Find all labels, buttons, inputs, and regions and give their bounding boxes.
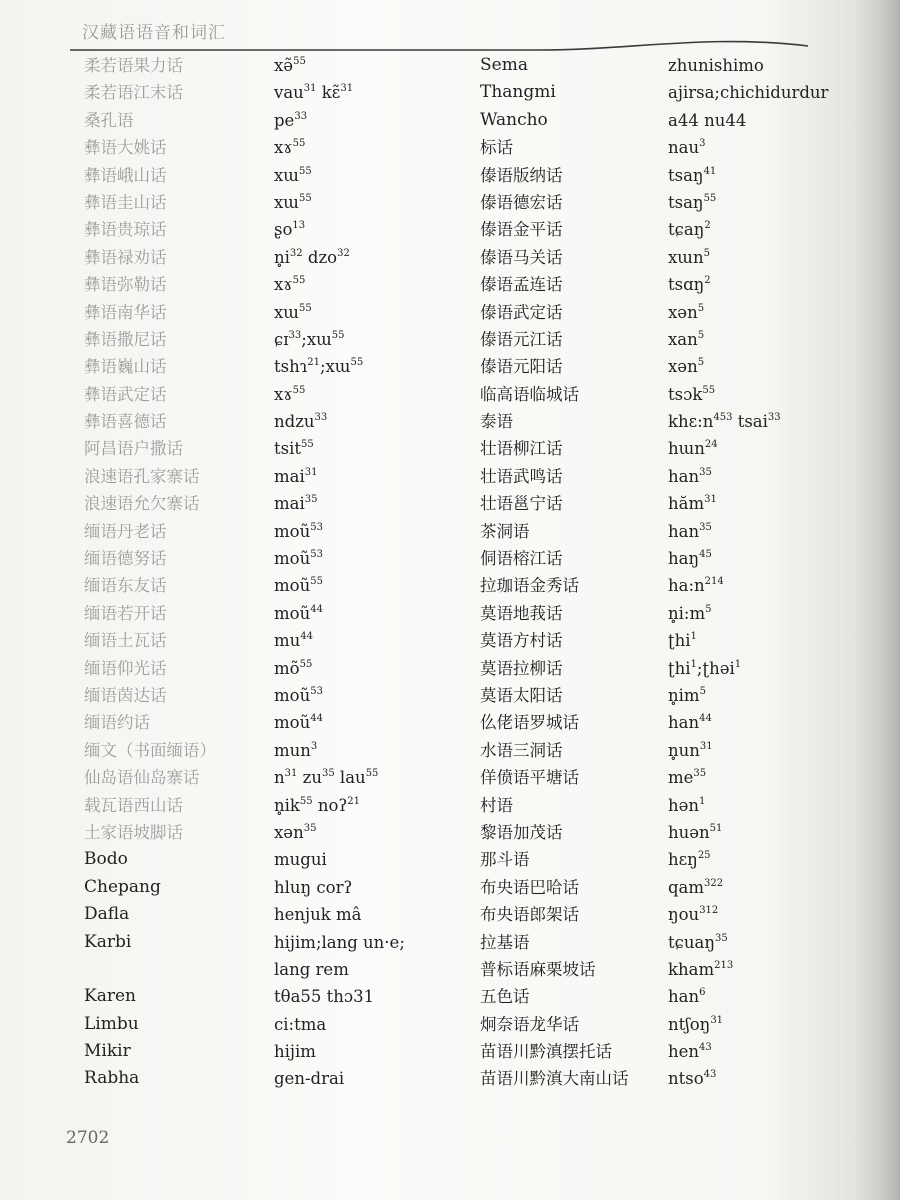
phonetic-form: qam$^{322}$	[668, 877, 724, 897]
entry-row	[480, 709, 860, 736]
entry-row	[480, 627, 860, 654]
language-name: 布央语巴哈话	[480, 877, 579, 897]
phonetic-form: moũ$^{53}$	[274, 521, 323, 541]
entry-row	[84, 189, 464, 216]
phonetic-form: $n̥ik^{55}$ noʔ$^{21}$	[274, 795, 361, 815]
left-column	[84, 52, 464, 1093]
language-name: 五色话	[480, 987, 530, 1007]
phonetic-form: nau$^3$	[668, 138, 706, 158]
language-name: 载瓦语西山话	[84, 795, 183, 815]
entry-row	[84, 353, 464, 380]
entry-row	[84, 408, 464, 435]
entry-row	[480, 819, 860, 846]
language-name: 柔若语江末话	[84, 83, 183, 103]
phonetic-form: $n̥un^{31}$	[668, 740, 713, 760]
entry-row	[480, 792, 860, 819]
entry-row	[84, 271, 464, 298]
phonetic-form: ʈhi$^1$	[668, 631, 697, 651]
entry-row	[84, 1011, 464, 1038]
phonetic-form: xɤ$^{55}$	[274, 138, 306, 158]
entry-row	[84, 134, 464, 161]
phonetic-form: $khɛ:n^{453}$ tsai$^{33}$	[668, 412, 781, 432]
phonetic-form: hijim	[274, 1042, 316, 1062]
phonetic-form: mun$^3$	[274, 740, 318, 760]
entry-row	[480, 682, 860, 709]
entry-row	[84, 792, 464, 819]
language-name: 缅语丹老话	[84, 521, 167, 541]
language-name: 傣语元江话	[480, 329, 563, 349]
phonetic-form: hɛŋ$^{25}$	[668, 850, 711, 870]
entry-row	[480, 929, 860, 956]
entry-row	[84, 79, 464, 106]
language-name: 壮语柳江话	[480, 439, 563, 459]
language-name: 彝语圭山话	[84, 192, 167, 212]
language-name: Karen	[84, 986, 136, 1007]
entry-row	[480, 189, 860, 216]
language-name: Mikir	[84, 1041, 131, 1062]
language-name: 仙岛语仙岛寨话	[84, 768, 200, 788]
language-name: 莫语太阳话	[480, 685, 563, 705]
entry-row	[84, 1038, 464, 1065]
phonetic-form: hijim;lang un·e;	[274, 932, 405, 952]
language-name: 彝语大姚话	[84, 138, 167, 158]
phonetic-form: ŋou$^{312}$	[668, 905, 719, 925]
phonetic-form: xɤ$^{55}$	[274, 275, 306, 295]
entry-row	[480, 1065, 860, 1092]
entry-row	[480, 326, 860, 353]
entry-row	[480, 956, 860, 983]
running-head: 汉藏语语音和词汇	[82, 23, 226, 43]
phonetic-form: tsaŋ$^{41}$	[668, 165, 717, 185]
entry-row	[84, 682, 464, 709]
phonetic-form: ʈhi$^1$;ʈhəi$^1$	[668, 658, 742, 678]
language-name: Karbi	[84, 931, 132, 952]
phonetic-form: moũ$^{53}$	[274, 685, 323, 705]
language-name: 阿昌语户撒话	[84, 439, 183, 459]
language-name: 缅语茵达话	[84, 685, 167, 705]
language-name: 彝语禄劝话	[84, 247, 167, 267]
phonetic-form: moũ$^{44}$	[274, 603, 323, 623]
language-name: Dafla	[84, 904, 130, 925]
phonetic-form: hən$^1$	[668, 795, 706, 815]
phonetic-form: tɕuaŋ$^{35}$	[668, 932, 728, 952]
language-name: 壮语武鸣话	[480, 466, 563, 486]
phonetic-form: hen$^{43}$	[668, 1042, 712, 1062]
language-name: 苗语川黔滇大南山话	[480, 1069, 629, 1089]
entry-row	[480, 983, 860, 1010]
language-name: 水语三洞话	[480, 740, 563, 760]
entry-row	[480, 463, 860, 490]
entry-row	[480, 216, 860, 243]
entry-row	[84, 983, 464, 1010]
phonetic-form: xan$^5$	[668, 329, 705, 349]
phonetic-form: tɕaŋ$^2$	[668, 220, 711, 240]
entry-row	[84, 764, 464, 791]
language-name: 泰语	[480, 412, 513, 432]
phonetic-form: xɯn$^5$	[668, 247, 710, 267]
entry-row	[480, 435, 860, 462]
language-name: 普标语麻栗坡话	[480, 959, 596, 979]
language-name: 彝语峨山话	[84, 165, 167, 185]
entry-row	[84, 1065, 464, 1092]
phonetic-form: xɯ$^{55}$	[274, 165, 312, 185]
entry-row	[84, 299, 464, 326]
language-name: 缅文（书面缅语）	[84, 740, 216, 760]
entry-row	[480, 244, 860, 271]
language-name: 彝语贵琼话	[84, 220, 167, 240]
phonetic-form: a44 nu44	[668, 110, 747, 130]
language-name: 傣语武定话	[480, 302, 563, 322]
phonetic-form: xɯ$^{55}$	[274, 302, 312, 322]
entry-row	[480, 381, 860, 408]
language-name: 缅语东友话	[84, 576, 167, 596]
phonetic-form: lang rem	[274, 959, 349, 979]
phonetic-form: haŋ$^{45}$	[668, 549, 712, 569]
language-name: 彝语撒尼话	[84, 329, 167, 349]
entry-row	[480, 408, 860, 435]
entry-row	[480, 846, 860, 873]
phonetic-form: gen-drai	[274, 1069, 345, 1089]
language-name: Chepang	[84, 876, 161, 897]
language-name: 缅语土瓦话	[84, 631, 167, 651]
entry-row	[84, 709, 464, 736]
language-name: 缅语约话	[84, 713, 150, 733]
language-name: Wancho	[480, 109, 548, 130]
phonetic-form: xɯ$^{55}$	[274, 192, 312, 212]
language-name: Sema	[480, 55, 528, 75]
entry-row	[84, 381, 464, 408]
phonetic-form: $ha:n^{214}$	[668, 576, 724, 596]
language-name: 侗语榕江话	[480, 549, 563, 569]
language-name: 缅语德努话	[84, 549, 167, 569]
entry-row	[84, 929, 464, 956]
entry-row	[84, 518, 464, 545]
phonetic-form: mugui	[274, 850, 327, 870]
phonetic-form: han$^6$	[668, 987, 706, 1007]
phonetic-form: tsɔk$^{55}$	[668, 384, 716, 404]
language-name: 彝语武定话	[84, 384, 167, 404]
language-name: 傣语孟连话	[480, 275, 563, 295]
entry-row	[480, 545, 860, 572]
entry-row	[84, 901, 464, 928]
page-binding-shadow	[854, 0, 900, 1200]
language-name: 莫语方村话	[480, 631, 563, 651]
entry-row	[84, 216, 464, 243]
phonetic-form: $me^{35}$	[668, 768, 707, 788]
entry-row	[480, 134, 860, 161]
language-name: Bodo	[84, 849, 128, 870]
entry-row	[480, 901, 860, 928]
entry-row	[480, 107, 860, 134]
language-name: 傣语金平话	[480, 220, 563, 240]
language-name: 浪速语孔家寨话	[84, 466, 200, 486]
entry-row	[84, 545, 464, 572]
entry-row	[84, 627, 464, 654]
language-name: 壮语邕宁话	[480, 494, 563, 514]
phonetic-form: ntso$^{43}$	[668, 1069, 717, 1089]
language-name: 那斗语	[480, 850, 530, 870]
language-name: 傣语版纳话	[480, 165, 563, 185]
language-name: 彝语喜德话	[84, 412, 167, 432]
entry-row	[84, 162, 464, 189]
phonetic-form: henjuk mâ	[274, 905, 362, 925]
language-name: 标话	[480, 138, 513, 158]
entry-row	[480, 271, 860, 298]
language-name: 佯偾语平塘话	[480, 768, 579, 788]
entry-row	[84, 846, 464, 873]
phonetic-form: han$^{35}$	[668, 521, 712, 541]
entry-row	[84, 52, 464, 79]
phonetic-form: moũ$^{53}$	[274, 549, 323, 569]
phonetic-form: han$^{35}$	[668, 466, 712, 486]
phonetic-form: $mu^{44}$	[274, 631, 314, 651]
phonetic-form: mai$^{35}$	[274, 494, 318, 514]
language-name: 傣语元阳话	[480, 357, 563, 377]
phonetic-form: tsɑŋ$^2$	[668, 275, 711, 295]
phonetic-form: vau$^{31}$ kɛ̃$^{31}$	[274, 83, 354, 103]
language-name: Rabha	[84, 1068, 140, 1089]
language-name: 仫佬语罗城话	[480, 713, 579, 733]
phonetic-form: xə̃$^{55}$	[274, 56, 306, 75]
language-name: 桑孔语	[84, 110, 134, 130]
phonetic-form: ntʃoŋ$^{31}$	[668, 1014, 724, 1034]
entry-row	[480, 299, 860, 326]
entry-row	[84, 956, 464, 983]
language-name: 拉基语	[480, 932, 530, 952]
right-column	[480, 52, 860, 1093]
entry-row	[480, 1038, 860, 1065]
phonetic-form: hăm$^{31}$	[668, 494, 717, 514]
page-number: 2702	[66, 1128, 110, 1148]
language-name: 茶洞语	[480, 521, 530, 541]
phonetic-form: ajirsa;chichidurdur	[668, 83, 829, 103]
phonetic-form: ndzu$^{33}$	[274, 412, 328, 432]
phonetic-form: moũ$^{55}$	[274, 576, 323, 596]
language-name: 拉珈语金秀话	[480, 576, 579, 596]
phonetic-form: tsit$^{55}$	[274, 439, 314, 459]
entry-row	[84, 600, 464, 627]
entry-row	[84, 326, 464, 353]
language-name: 缅语若开话	[84, 603, 167, 623]
entry-row	[84, 463, 464, 490]
language-name: 苗语川黔滇摆托话	[480, 1042, 612, 1062]
language-name: 莫语拉柳话	[480, 658, 563, 678]
language-name: 莫语地莪话	[480, 603, 563, 623]
language-name: 柔若语果力话	[84, 56, 183, 75]
phonetic-form: tsaŋ$^{55}$	[668, 192, 717, 212]
language-name: 土家语坡脚话	[84, 822, 183, 842]
entry-row	[480, 737, 860, 764]
phonetic-form: $pe^{33}$	[274, 110, 308, 130]
phonetic-form: xən$^5$	[668, 357, 705, 377]
entry-row	[480, 162, 860, 189]
phonetic-form: hluŋ corʔ	[274, 877, 353, 897]
entry-row	[480, 353, 860, 380]
language-name: 彝语南华话	[84, 302, 167, 322]
entry-row	[480, 655, 860, 682]
phonetic-form: moũ$^{44}$	[274, 713, 323, 733]
phonetic-form: hɯn$^{24}$	[668, 439, 718, 459]
language-name: 布央语郎架话	[480, 905, 579, 925]
entry-row	[84, 490, 464, 517]
phonetic-form: xɤ$^{55}$	[274, 384, 306, 404]
phonetic-form: $n̥im^5$	[668, 685, 706, 705]
language-name: 临高语临城话	[480, 384, 579, 404]
phonetic-form: $n̥i:m^5$	[668, 603, 712, 623]
entry-row	[84, 819, 464, 846]
language-name: 傣语马关话	[480, 247, 563, 267]
phonetic-form: mai$^{31}$	[274, 466, 318, 486]
entry-row	[480, 600, 860, 627]
entry-row	[480, 764, 860, 791]
language-name: 黎语加茂话	[480, 822, 563, 842]
language-name: Limbu	[84, 1013, 139, 1034]
entry-row	[84, 874, 464, 901]
entry-row	[480, 52, 860, 79]
entry-row	[480, 518, 860, 545]
language-name: 炯奈语龙华话	[480, 1014, 579, 1034]
phonetic-form: $mõ^{55}$	[274, 658, 313, 678]
phonetic-form: ʂo$^{13}$	[274, 220, 306, 240]
entry-row	[84, 737, 464, 764]
phonetic-form: han$^{44}$	[668, 713, 712, 733]
entry-row	[480, 1011, 860, 1038]
language-name: 彝语巍山话	[84, 357, 167, 377]
phonetic-form: xən$^{35}$	[274, 822, 317, 842]
language-name: 傣语德宏话	[480, 192, 563, 212]
entry-row	[84, 572, 464, 599]
language-name: 村语	[480, 795, 513, 815]
entry-row	[84, 655, 464, 682]
phonetic-form: tθa55 thɔ31	[274, 987, 375, 1007]
phonetic-form: kham$^{213}$	[668, 959, 734, 979]
phonetic-form: tshɿ$^{21}$;xɯ$^{55}$	[274, 357, 364, 377]
entry-row	[480, 490, 860, 517]
phonetic-form: xən$^5$	[668, 302, 705, 322]
language-name: 彝语弥勒话	[84, 275, 167, 295]
phonetic-form: zhunishimo	[668, 56, 764, 75]
phonetic-form: huən$^{51}$	[668, 822, 723, 842]
entry-row	[84, 244, 464, 271]
language-name: Thangmi	[480, 82, 556, 103]
phonetic-form: $n^{31}$ $zu^{35}$ lau$^{55}$	[274, 768, 379, 788]
phonetic-form: ɕɪ$^{33}$;xɯ$^{55}$	[274, 329, 345, 349]
entry-row	[84, 107, 464, 134]
phonetic-form: $n̥i^{32}$ dzo$^{32}$	[274, 247, 350, 267]
language-name: 浪速语允欠寨话	[84, 494, 200, 514]
entry-row	[480, 874, 860, 901]
phonetic-form: ci:tma	[274, 1014, 327, 1034]
entry-row	[480, 79, 860, 106]
language-name: 缅语仰光话	[84, 658, 167, 678]
entry-row	[84, 435, 464, 462]
entry-row	[480, 572, 860, 599]
